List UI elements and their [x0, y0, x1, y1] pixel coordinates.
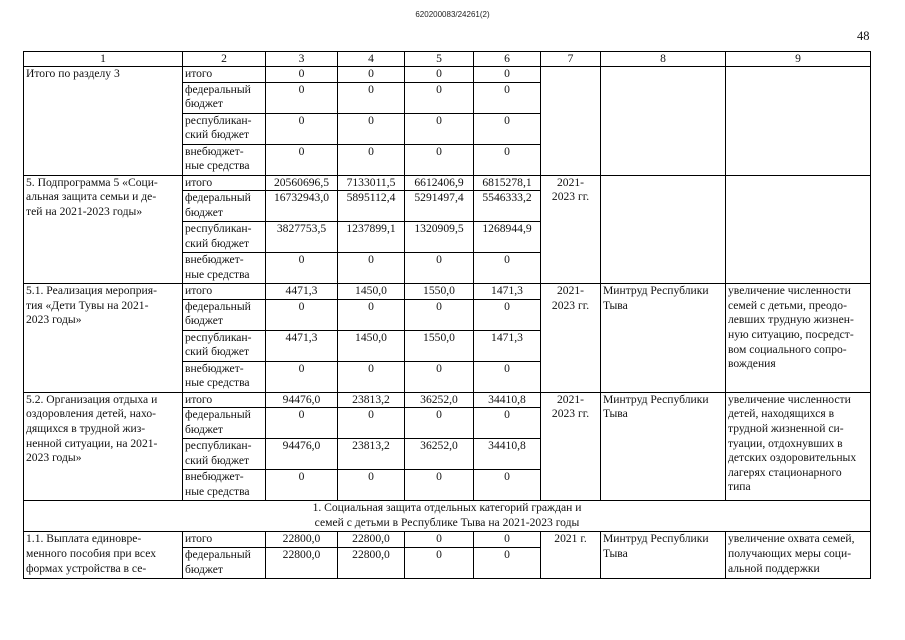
funding-total: итого [183, 392, 266, 408]
amount-cell: 0 [474, 113, 541, 144]
amount-cell: 0 [338, 361, 405, 392]
amount-cell: 16732943,0 [266, 191, 338, 222]
amount-cell: 0 [266, 113, 338, 144]
amount-cell: 6815278,1 [474, 175, 541, 191]
amount-cell: 22800,0 [338, 547, 405, 578]
funding-extrabudget: внебюджет- ные средства [183, 253, 266, 284]
amount-cell: 0 [338, 253, 405, 284]
amount-cell: 0 [405, 547, 474, 578]
column-header: 1 [24, 52, 183, 67]
table-row [24, 392, 871, 408]
section-title: 1. Социальная защита отдельных категорий граждан и семей с детьми в Республике Тыва на 2021-2023 годы [24, 501, 871, 532]
table-row [24, 532, 871, 548]
table-row [24, 67, 871, 83]
funding-federal: федеральный бюджет [183, 299, 266, 330]
column-header: 6 [474, 52, 541, 67]
funding-extrabudget: внебюджет- ные средства [183, 144, 266, 175]
program-item-title: 5. Подпрограмма 5 «Соци- альная защита семьи и де- тей на 2021-2023 годы» [24, 175, 183, 284]
amount-cell: 0 [474, 547, 541, 578]
amount-cell: 0 [405, 408, 474, 439]
funding-republican: республикан- ский бюджет [183, 330, 266, 361]
amount-cell: 0 [266, 470, 338, 501]
amount-cell: 0 [405, 470, 474, 501]
amount-cell: 0 [474, 361, 541, 392]
funding-republican: республикан- ский бюджет [183, 113, 266, 144]
program-item-title: 5.2. Организация отдыха и оздоровления детей, нахо- дящихся в трудной жиз- ненной ситуации, на 2021- 2023 годы» [24, 392, 183, 501]
amount-cell: 0 [474, 408, 541, 439]
amount-cell: 0 [338, 67, 405, 83]
amount-cell: 0 [266, 299, 338, 330]
funding-extrabudget: внебюджет- ные средства [183, 361, 266, 392]
amount-cell: 0 [266, 67, 338, 83]
expected-result-cell [726, 67, 871, 176]
amount-cell: 1237899,1 [338, 222, 405, 253]
amount-cell: 0 [405, 113, 474, 144]
amount-cell: 22800,0 [266, 532, 338, 548]
program-item-title: 1.1. Выплата единовре- менного пособия при всех формах устройства в се- [24, 532, 183, 579]
amount-cell: 1471,3 [474, 330, 541, 361]
amount-cell: 34410,8 [474, 392, 541, 408]
funding-extrabudget: внебюджет- ные средства [183, 470, 266, 501]
amount-cell: 20560696,5 [266, 175, 338, 191]
amount-cell: 5546333,2 [474, 191, 541, 222]
program-item-title: 5.1. Реализация мероприя- тия «Дети Тувы на 2021- 2023 годы» [24, 284, 183, 393]
amount-cell: 0 [338, 144, 405, 175]
amount-cell: 0 [338, 82, 405, 113]
amount-cell: 0 [266, 361, 338, 392]
amount-cell: 0 [474, 532, 541, 548]
amount-cell: 0 [405, 532, 474, 548]
amount-cell: 0 [266, 144, 338, 175]
amount-cell: 0 [474, 299, 541, 330]
funding-federal: федеральный бюджет [183, 82, 266, 113]
funding-total: итого [183, 67, 266, 83]
funding-republican: республикан- ский бюджет [183, 439, 266, 470]
amount-cell: 94476,0 [266, 439, 338, 470]
amount-cell: 0 [266, 82, 338, 113]
table-body [24, 52, 871, 579]
period-cell: 2021- 2023 гг. [541, 175, 601, 284]
funding-federal: федеральный бюджет [183, 191, 266, 222]
funding-total: итого [183, 284, 266, 300]
executor-cell [601, 175, 726, 284]
amount-cell: 7133011,5 [338, 175, 405, 191]
amount-cell: 4471,3 [266, 330, 338, 361]
amount-cell: 5291497,4 [405, 191, 474, 222]
amount-cell: 1471,3 [474, 284, 541, 300]
expected-result-cell: увеличение охвата семей, получающих меры соци- альной поддержки [726, 532, 871, 579]
program-table [23, 51, 871, 579]
amount-cell: 0 [405, 67, 474, 83]
amount-cell: 0 [338, 299, 405, 330]
column-header: 9 [726, 52, 871, 67]
amount-cell: 0 [266, 253, 338, 284]
amount-cell: 6612406,9 [405, 175, 474, 191]
expected-result-cell: увеличение численности детей, находящихся в трудной жизненной си- туации, отдохнувших в детских оздоровительных лагерях стационарного типа [726, 392, 871, 501]
funding-federal: федеральный бюджет [183, 547, 266, 578]
period-cell: 2021- 2023 гг. [541, 284, 601, 393]
period-cell [541, 67, 601, 176]
amount-cell: 0 [405, 253, 474, 284]
section-row [24, 501, 871, 532]
funding-total: итого [183, 532, 266, 548]
expected-result-cell: увеличение численности семей с детьми, преодо- левших трудную жизнен- ную ситуацию, посредст- вом социального сопро- вождения [726, 284, 871, 393]
amount-cell: 0 [266, 408, 338, 439]
amount-cell: 5895112,4 [338, 191, 405, 222]
table-row [24, 175, 871, 191]
period-cell: 2021- 2023 гг. [541, 392, 601, 501]
amount-cell: 0 [474, 67, 541, 83]
amount-cell: 0 [474, 253, 541, 284]
funding-total: итого [183, 175, 266, 191]
amount-cell: 0 [338, 470, 405, 501]
amount-cell: 36252,0 [405, 439, 474, 470]
amount-cell: 94476,0 [266, 392, 338, 408]
amount-cell: 3827753,5 [266, 222, 338, 253]
amount-cell: 1450,0 [338, 330, 405, 361]
column-header: 2 [183, 52, 266, 67]
amount-cell: 0 [474, 82, 541, 113]
amount-cell: 0 [405, 144, 474, 175]
amount-cell: 1268944,9 [474, 222, 541, 253]
executor-cell: Минтруд Республики Тыва [601, 284, 726, 393]
amount-cell: 4471,3 [266, 284, 338, 300]
amount-cell: 0 [338, 113, 405, 144]
table-row [24, 284, 871, 300]
amount-cell: 22800,0 [266, 547, 338, 578]
amount-cell: 34410,8 [474, 439, 541, 470]
amount-cell: 22800,0 [338, 532, 405, 548]
page-number: 48 [857, 29, 870, 43]
amount-cell: 0 [405, 299, 474, 330]
amount-cell: 0 [474, 144, 541, 175]
executor-cell: Минтруд Республики Тыва [601, 532, 726, 579]
funding-republican: республикан- ский бюджет [183, 222, 266, 253]
amount-cell: 1550,0 [405, 284, 474, 300]
document-id: 620200083/24261(2) [415, 10, 490, 19]
funding-federal: федеральный бюджет [183, 408, 266, 439]
amount-cell: 0 [405, 361, 474, 392]
amount-cell: 23813,2 [338, 439, 405, 470]
column-header: 3 [266, 52, 338, 67]
amount-cell: 1450,0 [338, 284, 405, 300]
column-header: 4 [338, 52, 405, 67]
amount-cell: 1550,0 [405, 330, 474, 361]
column-header: 8 [601, 52, 726, 67]
header-row [24, 52, 871, 67]
column-header: 7 [541, 52, 601, 67]
executor-cell [601, 67, 726, 176]
column-header: 5 [405, 52, 474, 67]
program-item-title: Итого по разделу 3 [24, 67, 183, 176]
executor-cell: Минтруд Республики Тыва [601, 392, 726, 501]
amount-cell: 0 [474, 470, 541, 501]
amount-cell: 36252,0 [405, 392, 474, 408]
expected-result-cell [726, 175, 871, 284]
amount-cell: 0 [405, 82, 474, 113]
amount-cell: 23813,2 [338, 392, 405, 408]
amount-cell: 1320909,5 [405, 222, 474, 253]
amount-cell: 0 [338, 408, 405, 439]
period-cell: 2021 г. [541, 532, 601, 579]
